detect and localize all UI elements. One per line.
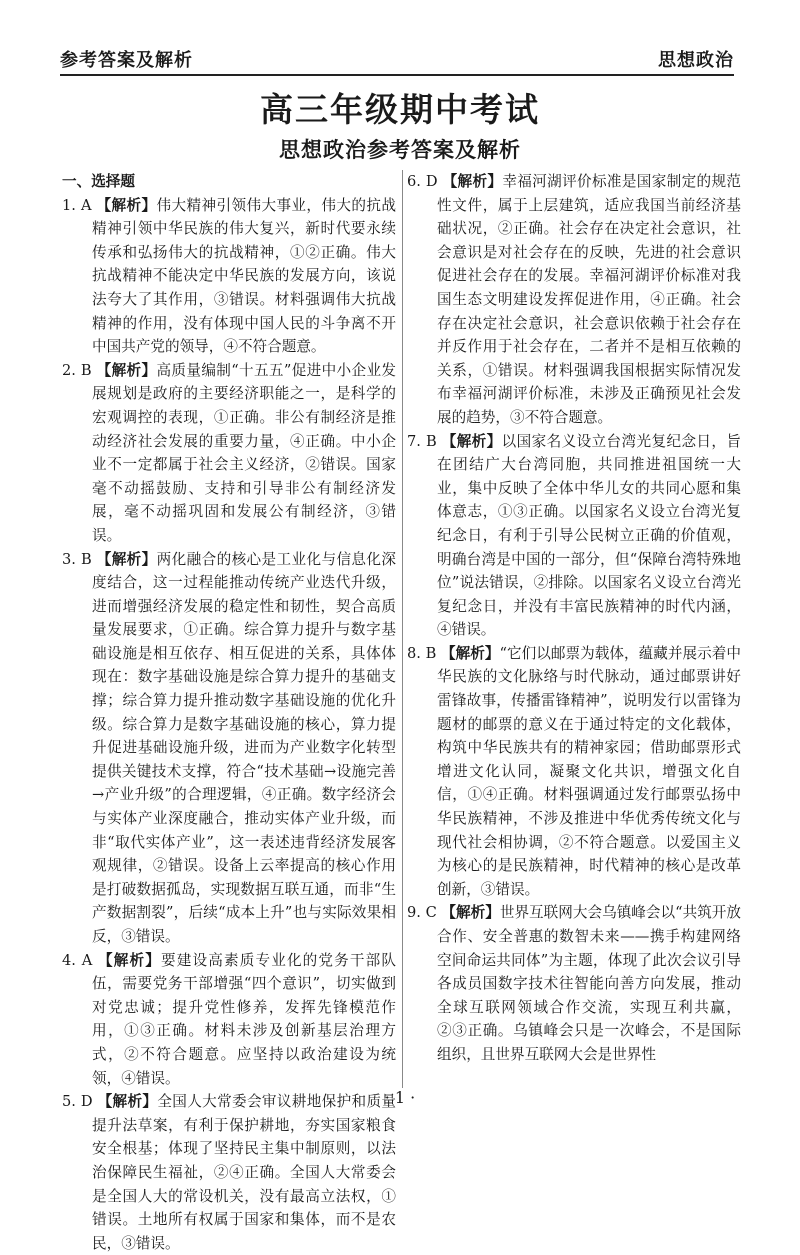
answer-text: 两化融合的核心是工业化与信息化深度结合，这一过程能推动传统产业迭代升级，进而增强经济发展的稳定性和韧性，契合高质量发展要求，①正确。综合算力提升与数字基础设施是相互依存、相互促进的关系，具体体现在：数字基础设施是综合算力提升的基础支撑；综合算力提升推动数字基础设施的优化升级。综合算力是数字基础设施的核心，算力提升促进基础设施升级，进而为产业数字化转型提供关键技术支撑，符合“技术基础→设施完善→产业升级”的合理逻辑，④正确。数字经济会与实体产业深度融合，推动实体产业升级，而非“取代实体产业”，这一表述违背经济发展客观规律，②错误。设备上云率提高的核心作用是打破数据孤岛，实现数据互联互通，而非“生产数据割裂”，后续“成本上升”也与实际效果相反，③错误。 — [92, 550, 396, 945]
header-right-label: 思想政治 — [658, 50, 734, 71]
answer-number: 4. A — [62, 951, 93, 969]
answer-item-6 — [407, 170, 741, 430]
answer-number: 2. B — [62, 361, 92, 379]
answer-text: 要建设高素质专业化的党务干部队伍，需要党务干部增强“四个意识”，切实做到对党忠诚；提升党性修养，发挥先锋模范作用，①③正确。材料未涉及创新基层治理方式，②不符合题意。应坚持以政治建设为统领，④错误。 — [92, 951, 396, 1087]
answer-item-2 — [62, 359, 396, 548]
page-header — [60, 44, 734, 76]
answer-item-9 — [407, 901, 741, 1066]
answer-item-3 — [62, 548, 396, 949]
header-left-label: 参考答案及解析 — [60, 50, 193, 71]
answer-number: 3. B — [62, 550, 92, 568]
answer-text: 幸福河湖评价标准是国家制定的规范性文件，属于上层建筑，适应我国当前经济基础状况，②正确。社会存在决定社会意识，社会意识是对社会存在的反映，先进的社会意识促进社会存在的发展。幸福河湖评价标准对我国生态文明建设发挥促进作用，④正确。社会存在决定社会意识，社会意识依赖于社会存在并反作用于社会存在，二者并不是相互依赖的关系，①错误。材料强调我国根据实际情况发布幸福河湖评价标准，未涉及正确预见社会发展的趋势，③不符合题意。 — [437, 173, 741, 426]
analysis-tag: 【解析】 — [441, 904, 500, 922]
answer-number: 5. D — [62, 1093, 93, 1111]
answer-text: 世界互联网大会乌镇峰会以“共筑开放合作、安全普惠的数智未来——携手构建网络空间命运共同体”为主题，体现了此次会议引导各成员国数字技术往智能向善方向发展，推动全球互联网领域合作交流，实现互利共赢，②③正确。乌镇峰会只是一次峰会，不是国际组织，且世界互联网大会是世界性 — [437, 904, 741, 1063]
right-column — [407, 170, 741, 1067]
answer-item-5 — [62, 1090, 396, 1255]
answer-text: “它们以邮票为载体，蕴藏并展示着中华民族的文化脉络与时代脉动，通过邮票讲好雷锋故事，传播雷锋精神”，说明发行以雷锋为题材的邮票的意义在于通过特定的文化载体，构筑中华民族共有的精神家园；借助邮票形式增进文化认同，凝聚文化共识，增强文化自信，①④正确。材料强调通过发行邮票弘扬中华民族精神，不涉及推进中华优秀传统文化与现代社会相协调，②不符合题意。以爱国主义为核心的是民族精神，时代精神的核心是改革创新，③错误。 — [437, 644, 741, 898]
analysis-tag: 【解析】 — [441, 644, 500, 662]
answer-item-4 — [62, 949, 396, 1091]
answer-item-8 — [407, 642, 741, 902]
analysis-tag: 【解析】 — [442, 173, 503, 190]
answer-number: 9. C — [407, 904, 437, 922]
analysis-tag: 【解析】 — [96, 550, 157, 568]
answer-item-1 — [62, 194, 396, 359]
answer-number: 6. D — [407, 173, 438, 190]
analysis-tag: 【解析】 — [441, 432, 502, 450]
answer-number: 1. A — [62, 196, 92, 214]
answer-text: 高质量编制“十五五”促进中小企业发展规划是政府的主要经济职能之一，是科学的宏观调控的表现，①正确。非公有制经济是推动经济社会发展的重要力量，④正确。中小企业不一定都属于社会主义经济，②错误。国家毫不动摇鼓励、支持和引导非公有制经济发展，毫不动摇巩固和发展公有制经济，③错误。 — [92, 361, 396, 544]
column-divider — [402, 170, 403, 1088]
answer-text: 以国家名义设立台湾光复纪念日，旨在团结广大台湾同胞，共同推进祖国统一大业，集中反映了全体中华儿女的共同心愿和集体意志，①③正确。以国家名义设立台湾光复纪念日，有利于引导公民树立正确的价值观，明确台湾是中国的一部分，但“保障台湾特殊地位”说法错误，②排除。以国家名义设立台湾光复纪念日，并没有丰富民族精神的时代内涵，④错误。 — [437, 432, 741, 639]
analysis-tag: 【解析】 — [96, 361, 157, 379]
answer-text: 伟大精神引领伟大事业，伟大的抗战精神引领中华民族的伟大复兴，新时代要永续传承和弘扬伟大的抗战精神，①②正确。伟大抗战精神不能决定中华民族的发展方向，该说法夸大了其作用，③错误。材料强调伟大抗战精神的作用，没有体现中国人民的斗争离不开中国共产党的领导，④不符合题意。 — [92, 196, 396, 356]
analysis-tag: 【解析】 — [97, 1093, 158, 1111]
section-heading: 一、选择题 — [62, 173, 135, 190]
answer-item-7 — [407, 430, 741, 642]
page-number: · 1 · — [384, 1088, 416, 1107]
document-subtitle: 思想政治参考答案及解析 — [279, 138, 521, 162]
analysis-tag: 【解析】 — [98, 951, 162, 969]
answer-number: 8. B — [407, 644, 437, 662]
analysis-tag: 【解析】 — [96, 196, 157, 214]
answer-number: 7. B — [407, 432, 437, 450]
answer-text: 全国人大常委会审议耕地保护和质量提升法草案，有利于保护耕地，夯实国家粮食安全根基；体现了坚持民主集中制原则，以法治保障民生福祉，②④正确。全国人大常委会是全国人大的常设机关，没有最高立法权，①错误。土地所有权属于国家和集体，而不是农民，③错误。 — [92, 1093, 396, 1252]
document-title: 高三年级期中考试 — [260, 90, 540, 129]
